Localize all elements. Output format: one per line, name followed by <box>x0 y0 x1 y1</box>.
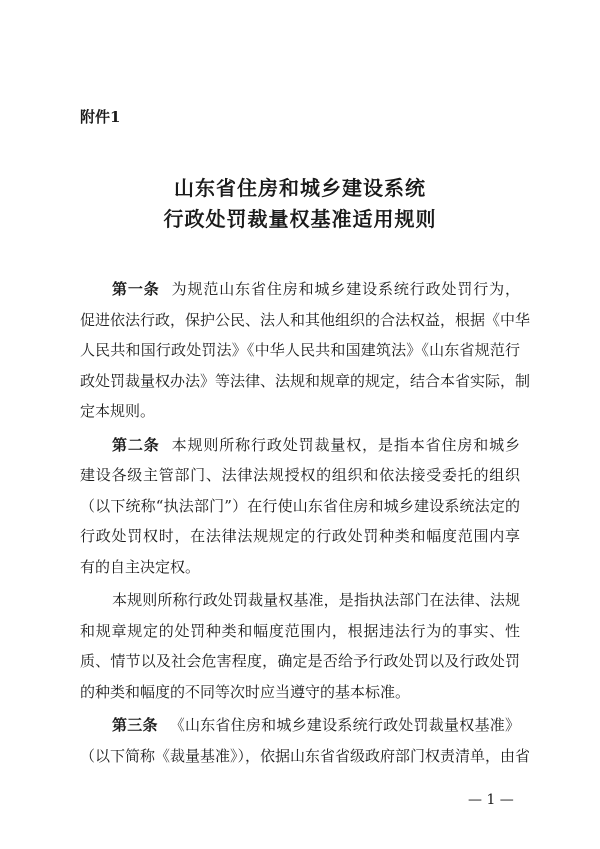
article-heading: 第三条 <box>112 716 158 734</box>
paragraph-line <box>80 677 520 708</box>
line-text: 定本规则。 <box>80 402 156 420</box>
paragraph <box>80 274 531 427</box>
paragraph-line <box>80 460 520 491</box>
paragraph-line <box>80 335 520 366</box>
paragraph-line <box>80 366 531 397</box>
paragraph-line <box>80 305 531 336</box>
paragraph <box>80 710 531 771</box>
line-text: 为规范山东省住房和城乡建设系统行政处罚行为， <box>171 280 520 298</box>
document-body <box>80 274 531 774</box>
paragraph <box>80 585 520 707</box>
document-title-line-1: 山东省住房和城乡建设系统 <box>174 176 426 200</box>
line-text: 人民共和国行政处罚法》《中华人民共和国建筑法》《山东省规范行 <box>80 341 520 359</box>
paragraph-line <box>80 521 520 552</box>
line-text: 促进依法行政，保护公民、法人和其他组织的合法权益，根据《中华 <box>80 310 531 329</box>
paragraph-line <box>80 585 520 616</box>
paragraph-line <box>80 646 520 677</box>
line-text: （以下统称“执法部门”）在行使山东省住房和城乡建设系统法定的 <box>80 496 520 515</box>
attachment-label: 附件1 <box>80 108 121 126</box>
paragraph-line <box>80 616 520 647</box>
paragraph-line <box>80 710 520 741</box>
paragraph-line <box>80 430 520 461</box>
line-text: 本规则所称行政处罚裁量权，是指本省住房和城乡 <box>171 435 520 454</box>
line-text: 本规则所称行政处罚裁量权基准，是指执法部门在法律、法规 <box>112 591 520 609</box>
paragraph-line <box>80 274 520 305</box>
line-text: 政处罚裁量权办法》等法律、法规和规章的规定，结合本省实际，制 <box>80 371 531 390</box>
line-text: 有的自主决定权。 <box>80 557 201 576</box>
line-text: 行政处罚权时，在法律法规规定的行政处罚种类和幅度范围内享 <box>80 527 520 545</box>
paragraph-line <box>80 491 520 522</box>
line-text: 建设各级主管部门、法律法规授权的组织和依法接受委托的组织 <box>80 466 520 484</box>
article-heading: 第一条 <box>112 280 160 298</box>
line-text: （以下简称《裁量基准》），依据山东省省级政府部门权责清单，由省 <box>80 746 531 765</box>
article-heading: 第二条 <box>112 435 160 454</box>
paragraph <box>80 430 520 583</box>
paragraph-line <box>80 396 520 427</box>
line-text: 质、情节以及社会危害程度，确定是否给予行政处罚以及行政处罚 <box>80 652 520 670</box>
document-title-line-2: 行政处罚裁量权基准适用规则 <box>163 207 437 231</box>
paragraph-line <box>80 552 520 583</box>
page-number: — 1 — <box>468 792 514 808</box>
line-text: 和规章规定的处罚种类和幅度范围内，根据违法行为的事实、性 <box>80 621 520 640</box>
line-text: 《山东省住房和城乡建设系统行政处罚裁量权基准》 <box>169 716 520 734</box>
line-text: 的种类和幅度的不同等次时应当遵守的基本标准。 <box>80 682 411 701</box>
paragraph-line <box>80 741 531 772</box>
